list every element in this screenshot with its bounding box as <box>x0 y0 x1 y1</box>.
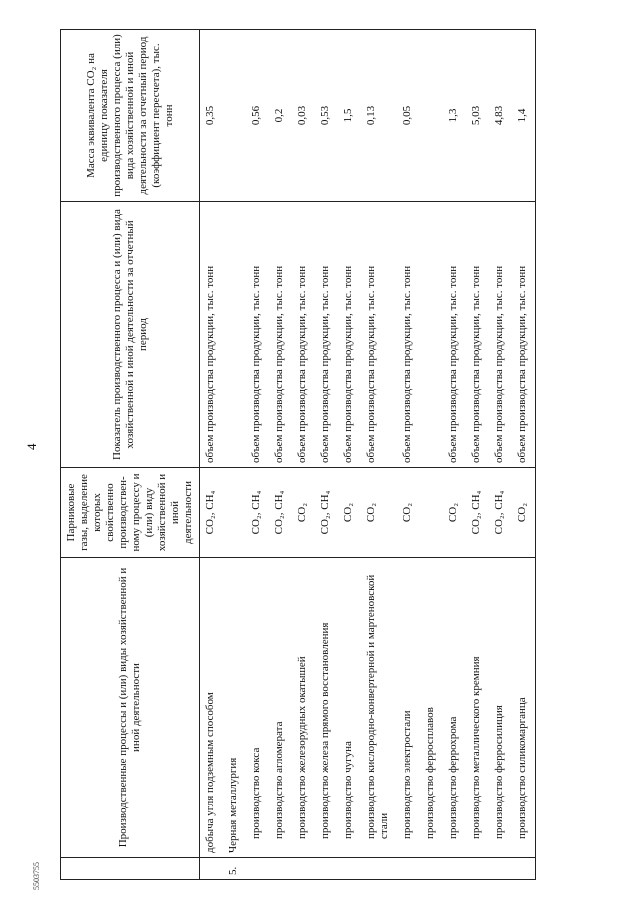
mass-cell: 1,3 <box>443 30 466 202</box>
table-row <box>443 30 466 880</box>
gases-cell: CO₂, CH₄ <box>200 468 224 558</box>
mass-cell: 5,03 <box>466 30 489 202</box>
gases-cell: CO₂, CH₄ <box>246 468 269 558</box>
gases-cell: CO₂ <box>443 468 466 558</box>
row-number <box>397 858 420 880</box>
gases-cell <box>223 468 246 558</box>
gases-cell: CO₂ <box>512 468 536 558</box>
header-indicator: Показатель производственного процесса и (или) вида хозяйственной и иной деятельности за отчетный период <box>61 202 200 468</box>
row-number <box>315 858 338 880</box>
process-cell: производство электростали <box>397 558 420 858</box>
indicator-cell: объем производства продукции, тыс. тонн <box>269 202 292 468</box>
mass-cell: 0,2 <box>269 30 292 202</box>
table-row <box>397 30 420 880</box>
indicator-cell <box>223 202 246 468</box>
gases-cell: CO₂, CH₄ <box>489 468 512 558</box>
process-cell: производство ферросплавов <box>420 558 443 858</box>
table-row <box>466 30 489 880</box>
process-cell: производство железа прямого восстановления <box>315 558 338 858</box>
gases-cell: CO₂ <box>361 468 397 558</box>
mass-cell <box>420 30 443 202</box>
process-cell: Черная металлургия <box>223 558 246 858</box>
row-number <box>443 858 466 880</box>
document-id: 5503755 <box>32 862 41 890</box>
mass-cell <box>223 30 246 202</box>
process-cell: производство кислородно-конвертерной и мартеновской стали <box>361 558 397 858</box>
indicator-cell: объем производства продукции, тыс. тонн <box>466 202 489 468</box>
row-number <box>361 858 397 880</box>
header-mass: Масса эквивалента CO₂ на единицу показателя производственного процесса (или) вида хозяйственной и иной деятельности за отчетный период (коэффициент пересчета), тыс. тонн <box>61 30 200 202</box>
table-row <box>200 30 224 880</box>
rotated-table-page <box>60 30 620 880</box>
indicator-cell: объем производства продукции, тыс. тонн <box>292 202 315 468</box>
indicator-cell: объем производства продукции, тыс. тонн <box>512 202 536 468</box>
mass-cell: 0,05 <box>397 30 420 202</box>
mass-cell: 0,03 <box>292 30 315 202</box>
row-number <box>338 858 361 880</box>
header-process: Производственные процессы и (или) виды хозяйственной и иной деятельности <box>61 558 200 858</box>
gases-cell: CO₂ <box>338 468 361 558</box>
indicator-cell: объем производства продукции, тыс. тонн <box>338 202 361 468</box>
table-header-row <box>61 30 200 880</box>
header-gases: Парниковые газы, выделение которых свойственно производствен-ному процессу и (или) виду хозяйственной и иной деятельности <box>61 468 200 558</box>
process-cell: производство железорудных окатышей <box>292 558 315 858</box>
table-row <box>269 30 292 880</box>
process-cell: производство силикомарганца <box>512 558 536 858</box>
process-cell: производство агломерата <box>269 558 292 858</box>
table-row <box>420 30 443 880</box>
indicator-cell: объем производства продукции, тыс. тонн <box>361 202 397 468</box>
process-cell: производство металлического кремния <box>466 558 489 858</box>
table-row <box>223 30 246 880</box>
page-number: 4 <box>24 443 39 450</box>
table-row <box>361 30 397 880</box>
table-row <box>489 30 512 880</box>
gases-cell <box>420 468 443 558</box>
row-number <box>246 858 269 880</box>
mass-cell: 0,56 <box>246 30 269 202</box>
indicator-cell: объем производства продукции, тыс. тонн <box>489 202 512 468</box>
row-number <box>200 858 224 880</box>
table-row <box>338 30 361 880</box>
row-number <box>420 858 443 880</box>
process-cell: производство чугуна <box>338 558 361 858</box>
gases-cell: CO₂ <box>397 468 420 558</box>
row-number <box>269 858 292 880</box>
process-cell: производство кокса <box>246 558 269 858</box>
gases-cell: CO₂ <box>292 468 315 558</box>
gases-cell: CO₂, CH₄ <box>466 468 489 558</box>
mass-cell: 0,35 <box>200 30 224 202</box>
table-row <box>512 30 536 880</box>
table-row <box>292 30 315 880</box>
process-cell: производство феррохрома <box>443 558 466 858</box>
indicator-cell: объем производства продукции, тыс. тонн <box>200 202 224 468</box>
row-number <box>466 858 489 880</box>
gases-cell: CO₂, CH₄ <box>269 468 292 558</box>
row-number <box>512 858 536 880</box>
table-row <box>315 30 338 880</box>
mass-cell: 0,13 <box>361 30 397 202</box>
indicator-cell <box>420 202 443 468</box>
process-cell: добыча угля подземным способом <box>200 558 224 858</box>
indicator-cell: объем производства продукции, тыс. тонн <box>315 202 338 468</box>
indicator-cell: объем производства продукции, тыс. тонн <box>397 202 420 468</box>
table-row <box>246 30 269 880</box>
indicator-cell: объем производства продукции, тыс. тонн <box>246 202 269 468</box>
mass-cell: 1,4 <box>512 30 536 202</box>
process-cell: производство ферросилиция <box>489 558 512 858</box>
mass-cell: 4,83 <box>489 30 512 202</box>
row-number <box>292 858 315 880</box>
table-body <box>200 30 536 880</box>
mass-cell: 1,5 <box>338 30 361 202</box>
gases-cell: CO₂, CH₄ <box>315 468 338 558</box>
emissions-table <box>60 29 536 880</box>
indicator-cell: объем производства продукции, тыс. тонн <box>443 202 466 468</box>
row-number: 5. <box>223 858 246 880</box>
mass-cell: 0,53 <box>315 30 338 202</box>
header-number <box>61 858 200 880</box>
row-number <box>489 858 512 880</box>
